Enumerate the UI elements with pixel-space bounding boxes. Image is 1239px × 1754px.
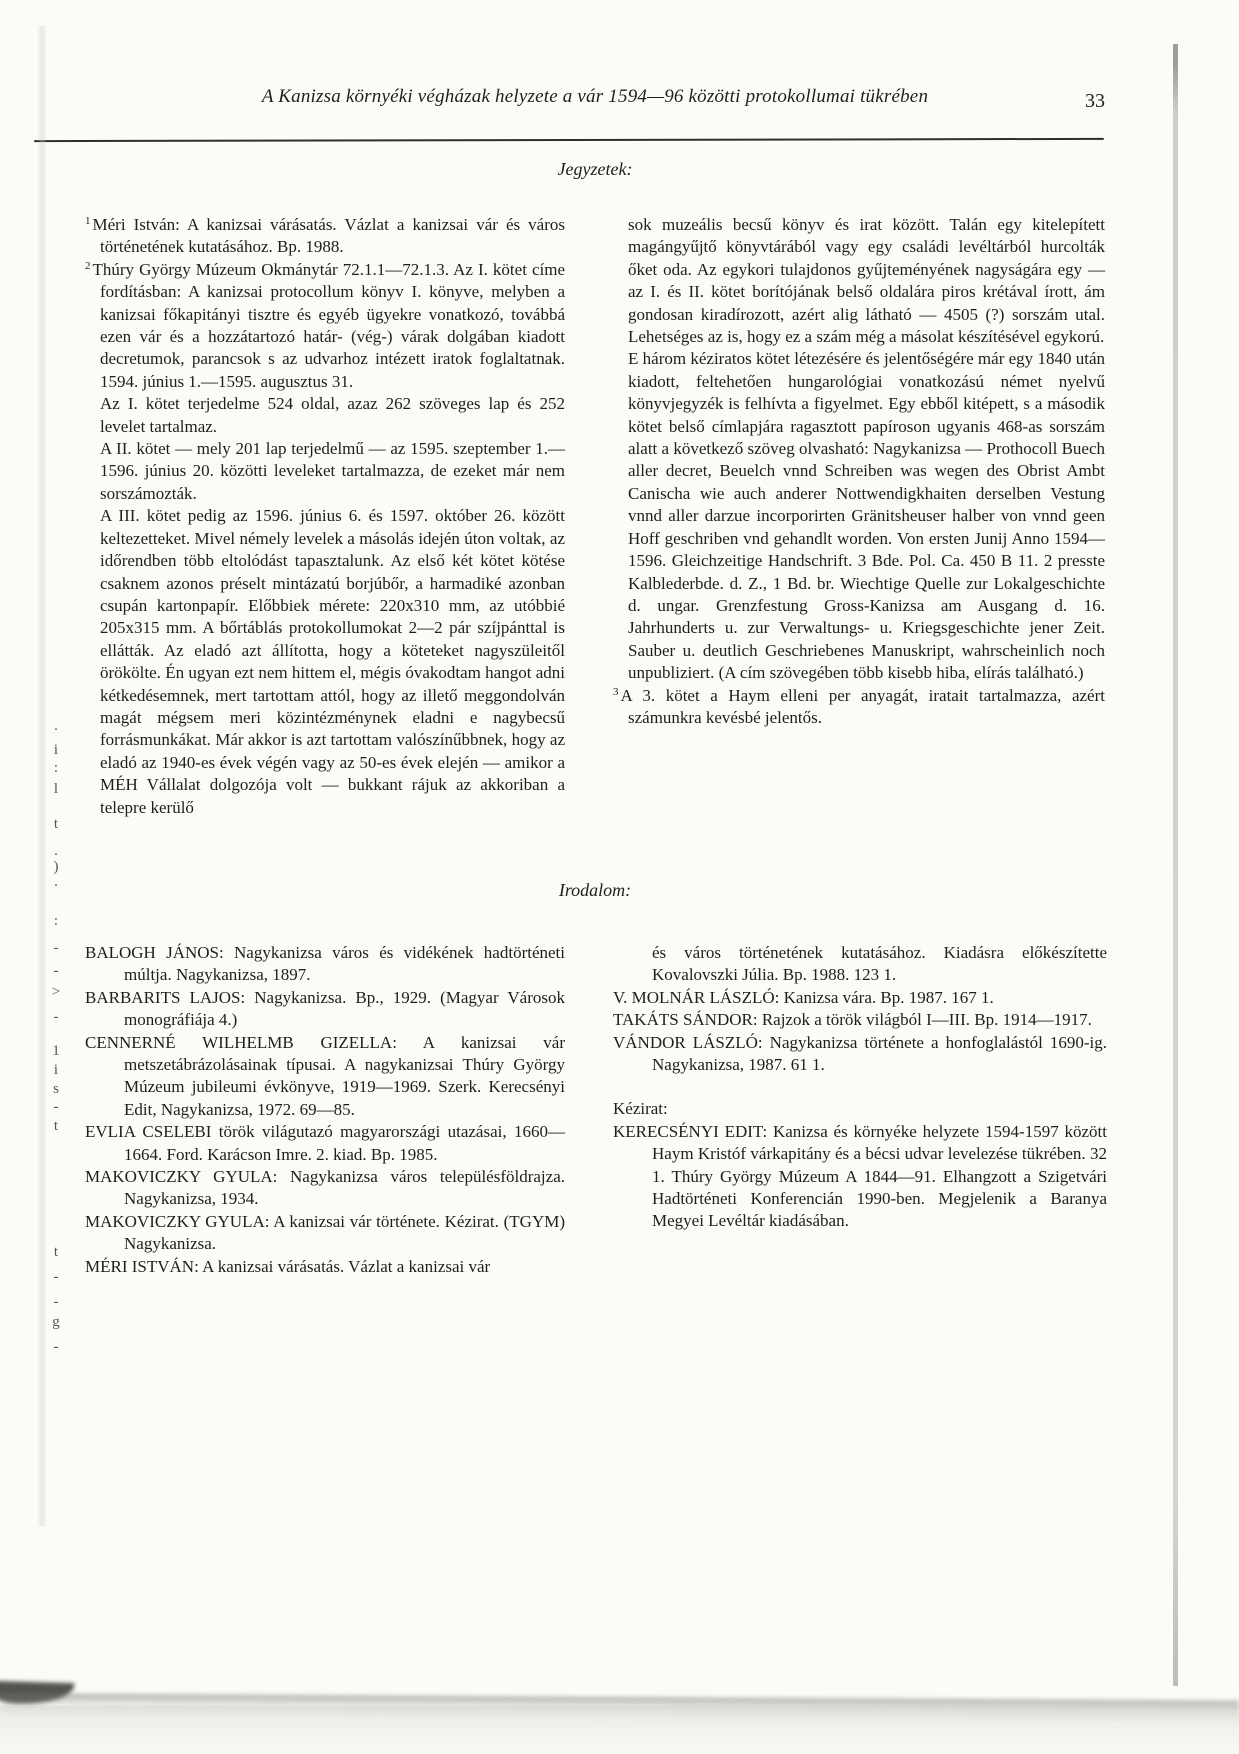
bibliography-left-column — [85, 942, 565, 1278]
bibliography-entry: TAKÁTS SÁNDOR: Rajzok a török világból I—III. Bp. 1914—1917. — [613, 1010, 1092, 1030]
right-page-edge-line — [1173, 44, 1178, 1686]
header-rule — [34, 138, 1104, 142]
margin-fragment: . — [54, 843, 58, 859]
bibliography-entry: KERECSÉNYI EDIT: Kanizsa és környéke helyzete 1594-1597 között Haym Kristóf várkapitány és a bécsi udvar levelezése tükrében. 32 1. Thúry György Múzeum A 1844—91. Elhangzott a Szigetvári Hadtörténeti Konferencián 1990-ben. Megjelenik a Baranya Megyei Levéltár kiadásában. — [613, 1121, 1107, 1231]
margin-fragment: · — [53, 722, 59, 738]
bibliography-entry: EVLIA CSELEBI török világutazó magyarországi utazásai, 1660—1664. Ford. Karácson Imre. 2. kiad. Bp. 1985. — [85, 1122, 565, 1164]
note-paragraph: A II. kötet — mely 201 lap terjedelmű — az 1595. szeptember 1.—1596. június 20. közötti leveleket tartalmazza, de ezeket már nem sorszámozták. — [100, 439, 565, 503]
margin-fragment: - — [53, 940, 59, 956]
bottom-page-wash — [0, 1706, 1239, 1754]
bibliography-entry: MÉRI ISTVÁN: A kanizsai várásatás. Vázlat a kanizsai vár — [85, 1256, 491, 1276]
page-number: 33 — [1085, 90, 1105, 112]
bibliography-entry: Kézirat: — [613, 1099, 668, 1119]
margin-fragment: ) — [53, 859, 59, 875]
bibliography-entry: BALOGH JÁNOS: Nagykanizsa város és vidékének hadtörténeti múltja. Nagykanizsa, 1897. — [85, 943, 565, 985]
margin-fragment: g — [52, 1314, 60, 1330]
margin-fragment: - — [53, 1294, 59, 1310]
note-paragraph: A III. kötet pedig az 1596. június 6. és 1597. október 26. között keltezetteket. Mivel némely levelek a másolás idején úton voltak, az időrendben több eltolódást tapasztalunk. Az első két kötet kötése csaknem azonos préselt mintázatú borjúbőr, a harmadiké azonban csupán kartonpapír. Előbbiek mérete: 220x310 mm, az utóbbié 205x315 mm. A bőrtáblás protokollumokat 2—2 pár szíjpánttal is ellátták. Az eladó azt állította, hogy a köteteket nagyszüleitől örökölte. Én ugyan ezt nem hittem el, mégis óvakodtam hangot adni kétkedésemnek, mert tartottam attól, hogy az illető meggondolván magát mégsem meri közintézménynek eladni e nagybecsű forrásmunkákat. Már akkor is azt tartottam valószínűbbnek, hogy az eladó az 1940-es évek végén vagy az 50-es évek elején — amikor a MÉH Vállalat dolgozója volt — bukkant rájuk az akkoriban a telepre kerülő — [100, 506, 565, 817]
margin-fragment: - — [53, 1099, 59, 1115]
bibliography-heading: Irodalom: — [558, 880, 632, 900]
notes-right-column — [613, 214, 1105, 729]
note-paragraph: $^1$ Méri István: A kanizsai várásatás. Vázlat a kanizsai vár és város történetének kutatásához. Bp. 1988. — [85, 215, 565, 257]
bibliography-entry: V. MOLNÁR LÁSZLÓ: Kanizsa vára. Bp. 1987. 167 1. — [613, 987, 994, 1007]
margin-fragment: - — [53, 1009, 59, 1025]
margin-fragment: 1 — [52, 1043, 60, 1059]
bibliography-entry: CENNERNÉ WILHELMB GIZELLA: A kanizsai vár metszetábrázolásainak típusai. A nagykanizsai Thúry György Múzeum jubileumi évkönyve, 1919—1969. Szerk. Kerecsényi Edit, Nagykanizsa, 1972. 69—85. — [85, 1032, 565, 1119]
bibliography-entry: BARBARITS LAJOS: Nagykanizsa. Bp., 1929. (Magyar Városok monográfiája 4.) — [85, 987, 565, 1030]
note-marker: 3 — [613, 685, 619, 698]
margin-fragment: : — [53, 913, 59, 929]
note-paragraph: E három kéziratos kötet létezésére és jelentőségére már egy 1840 után kiadott, feltehetően hungarológiai vonatkozású német nyelvű könyvjegyzék is felhívta a figyelmet. Egy ebből kitépett, s a második kötet belső címlapjára ragasztott papíroson ugyanis 468-as sorszám alatt a következő szöveg olvasható: Nagykanizsa — Prothocoll Buech aller decret, Beuelch vnnd Schreiben was wegen des Obrist Ambt Canischa wie auch anderer Nottwendigkhaiten derselben Vestung vnnd aller darzue incorporirten Gränitsheuser halber von vnnd geen Hoff geschriben vnd gehandlt worden. Von ersten Junij Anno 1594—1596. Gleichzeitige Handschrift. 3 Bde. Pol. Ca. 450 B 11. 2 presste Kalblederbde. d. Z., 1 Bd. br. Wiechtige Quelle zur Lokalgeschichte d. ungar. Grenzfestung Gross-Kanizsa am Ausgang d. 16. Jahrhunderts u. zur Verwaltungs- u. Kriegsgeschichte jener Zeit. Sauber u. deutlich Geschriebenes Manuskript, wahrscheinlich noch unpubliziert. (A cím szövegében több kisebb hiba, elírás található.) — [628, 349, 1105, 683]
note-marker: 2 — [85, 259, 91, 272]
margin-fragment: t — [53, 816, 59, 832]
note-paragraph: Az I. kötet terjedelme 524 oldal, azaz 262 szöveges lap és 252 levelet tartalmaz. — [100, 394, 565, 436]
margin-fragment: - — [53, 963, 59, 979]
bibliography-entry: és város történetének kutatásához. Kiadásra előkészítette Kovalovszki Júlia. Bp. 1988. 123 1. — [652, 943, 1107, 985]
margin-fragment: i — [53, 742, 59, 758]
margin-fragment: · — [53, 878, 59, 894]
note-paragraph: $^2$ Thúry György Múzeum Okmánytár 72.1.1—72.1.3. Az I. kötet címe fordításban: A kanizsai protocollum könyv I. könyve, melyben a kanizsai főkapitányi tisztre és egyéb ügyekre vonatkozó, továbbá ezen vár és a hozzátartozó határ- (vég-) várak dolgában kiadott decretumok, parancsok s az udvarhoz intézett iratok foglaltatnak. 1594. június 1.—1595. augusztus 31. — [85, 259, 565, 391]
notes-left-column — [85, 214, 565, 819]
left-page-edge — [37, 26, 47, 1526]
note-paragraph: $^3$ A 3. kötet a Haym elleni per anyagát, iratait tartalmazza, azért számunkra kevésbé jelentős. — [613, 685, 1105, 727]
bibliography-entry: MAKOVICZKY GYULA: A kanizsai vár története. Kézirat. (TGYM) Nagykanizsa. — [85, 1211, 565, 1254]
bibliography-right-column — [613, 942, 1107, 1233]
margin-fragment: > — [51, 984, 61, 1000]
margin-fragment: t — [53, 1118, 59, 1134]
page-header-title: A Kanizsa környéki végházak helyzete a vár 1594—96 közötti protokollumai tükrében — [261, 86, 929, 107]
margin-fragment: - — [53, 1269, 59, 1285]
margin-fragment: i — [53, 1062, 59, 1078]
margin-fragment: s — [53, 1081, 59, 1097]
margin-fragment: t — [53, 1244, 59, 1260]
notes-heading: Jegyzetek: — [557, 159, 633, 179]
note-paragraph: sok muzeális becsű könyv és irat között. Talán egy kitelepített magángyűjtő könyvtárából vagy egy családi levéltárból hurcolták őket oda. Az egykori tulajdonos gyűjteményének nagyságára egy — az I. és II. kötet borítójának belső oldalára piros krétával írott, ám gondosan kiradírozott, azért alig látható — 4505 (?) sorszám utal. Lehetséges az is, hogy ez a szám még a másolat készítésével egykorú. — [628, 215, 1105, 347]
margin-fragment: : — [53, 760, 59, 776]
note-marker: 1 — [85, 215, 91, 227]
bibliography-entry: VÁNDOR LÁSZLÓ: Nagykanizsa története a honfoglalástól 1690-ig. Nagykanizsa, 1987. 61 1. — [613, 1032, 1107, 1075]
margin-fragment: - — [53, 1339, 59, 1355]
margin-fragment: l — [53, 781, 59, 797]
bibliography-entry: MAKOVICZKY GYULA: Nagykanizsa város településföldrajza. Nagykanizsa, 1934. — [85, 1167, 565, 1209]
